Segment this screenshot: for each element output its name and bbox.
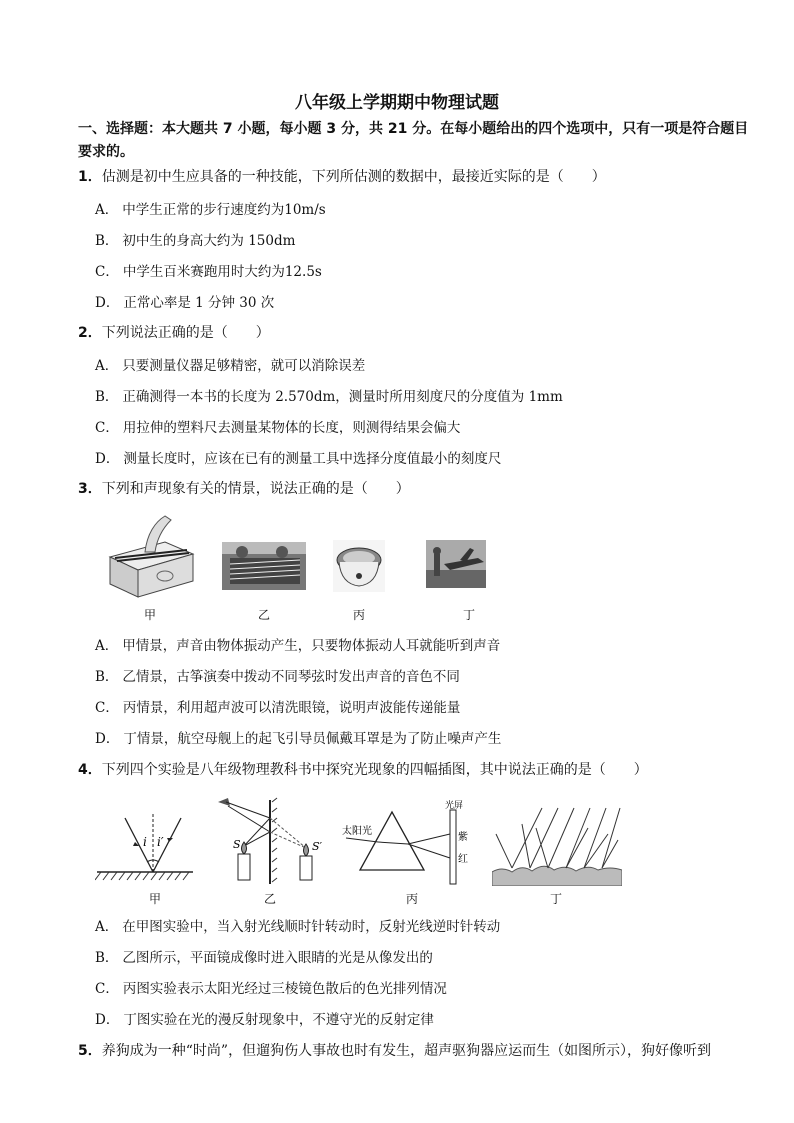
label-s: S: [233, 838, 241, 851]
caption-bing: 丙: [405, 892, 418, 906]
prism-dispersion-diagram: [342, 800, 472, 886]
caption-ding: 丁: [462, 608, 475, 622]
section-heading: 一、选择题：本大题共 7 小题，每小题 3 分，共 21 分。在每小题给出的四个选项中，只有一项是符合题目要求的。: [78, 121, 749, 160]
option-3a: A． 甲情景，声音由物体振动产生，只要物体振动人耳就能听到声音: [95, 638, 501, 654]
label-s-prime: S′: [312, 840, 323, 853]
label-sunlight: 太阳光: [342, 826, 372, 837]
question-3: 3．下列和声现象有关的情景，说法正确的是（ ）: [78, 481, 410, 497]
option-2a: A． 只要测量仪器足够精密，就可以消除误差: [95, 358, 366, 374]
label-violet: 紫: [458, 832, 468, 843]
option-3d: D． 丁情景，航空母舰上的起飞引导员佩戴耳罩是为了防止噪声产生: [95, 731, 502, 747]
question-5: 5．养狗成为一种“时尚”，但遛狗伤人事故也时有发生，超声驱狗器应运而生（如图所示），狗好像听到: [78, 1043, 712, 1059]
caption-jia: 甲: [143, 608, 156, 622]
option-3b: B． 乙情景，古筝演奏中拨动不同琴弦时发出声音的音色不同: [95, 669, 460, 685]
guzheng-image: [222, 542, 306, 590]
question-1: [78, 166, 758, 186]
option-4a: A． 在甲图实验中，当入射光线顺时针转动时，反射光线逆时针转动: [95, 919, 501, 935]
diffuse-reflection-diagram: [492, 804, 622, 886]
option-4c: C． 丙图实验表示太阳光经过三棱镜色散后的色光排列情况: [95, 981, 447, 997]
caption-ding: 丁: [549, 892, 562, 906]
label-screen: 光屏: [445, 801, 464, 811]
option-1a: A． 中学生正常的步行速度约为10m/s: [95, 202, 326, 218]
option-1c: C． 中学生百米赛跑用时大约为12.5s: [95, 264, 322, 280]
caption-jia: 甲: [148, 892, 161, 906]
plane-mirror-diagram: [214, 792, 324, 886]
question-4: 4．下列四个实验是八年级物理教科书中探究光现象的四幅插图，其中说法正确的是（ ）: [78, 762, 648, 778]
aircraft-carrier-image: [426, 540, 486, 588]
option-2d: D． 测量长度时，应该在已有的测量工具中选择分度值最小的刻度尺: [95, 451, 502, 467]
question-stem: 估测是初中生应具备的一种技能，下列所估测的数据中，最接近实际的是（ ）: [101, 169, 606, 185]
question-stem: 下列四个实验是八年级物理教科书中探究光现象的四幅插图，其中说法正确的是（ ）: [101, 762, 648, 778]
option-2c: C． 用拉伸的塑料尺去测量某物体的长度，则测得结果会偏大: [95, 420, 461, 436]
option-4b: B． 乙图所示，平面镜成像时进入眼睛的光是从像发出的: [95, 950, 433, 966]
question-stem: 下列说法正确的是（ ）: [101, 325, 270, 341]
option-4d: D． 丁图实验在光的漫反射现象中，不遵守光的反射定律: [95, 1012, 434, 1028]
question-stem: 下列和声现象有关的情景，说法正确的是（ ）: [101, 481, 410, 497]
option-1b: B． 初中生的身高大约为 150dm: [95, 233, 296, 249]
label-red: 红: [458, 854, 468, 865]
question-2: 2．下列说法正确的是（ ）: [78, 325, 270, 341]
question-number: 1．: [78, 169, 102, 185]
label-i-prime: i′: [157, 835, 164, 849]
ultrasonic-cleaner-image: [333, 540, 385, 592]
paper-title: 八年级上学期期中物理试题: [295, 93, 499, 113]
caption-bing: 丙: [352, 608, 365, 622]
label-i: i: [143, 835, 147, 849]
option-2b: B． 正确测得一本书的长度为 2.570dm，测量时所用刻度尺的分度值为 1mm: [95, 389, 563, 405]
option-1d: D． 正常心率是 1 分钟 30 次: [95, 295, 275, 311]
box-vibration-image: [105, 512, 195, 602]
question-stem: 养狗成为一种“时尚”，但遛狗伤人事故也时有发生，超声驱狗器应运而生（如图所示），狗好像听到: [101, 1043, 712, 1059]
caption-yi: 乙: [257, 608, 270, 622]
option-3c: C． 丙情景，利用超声波可以清洗眼镜，说明声波能传递能量: [95, 700, 461, 716]
reflection-diagram: [95, 800, 195, 886]
caption-yi: 乙: [263, 892, 276, 906]
